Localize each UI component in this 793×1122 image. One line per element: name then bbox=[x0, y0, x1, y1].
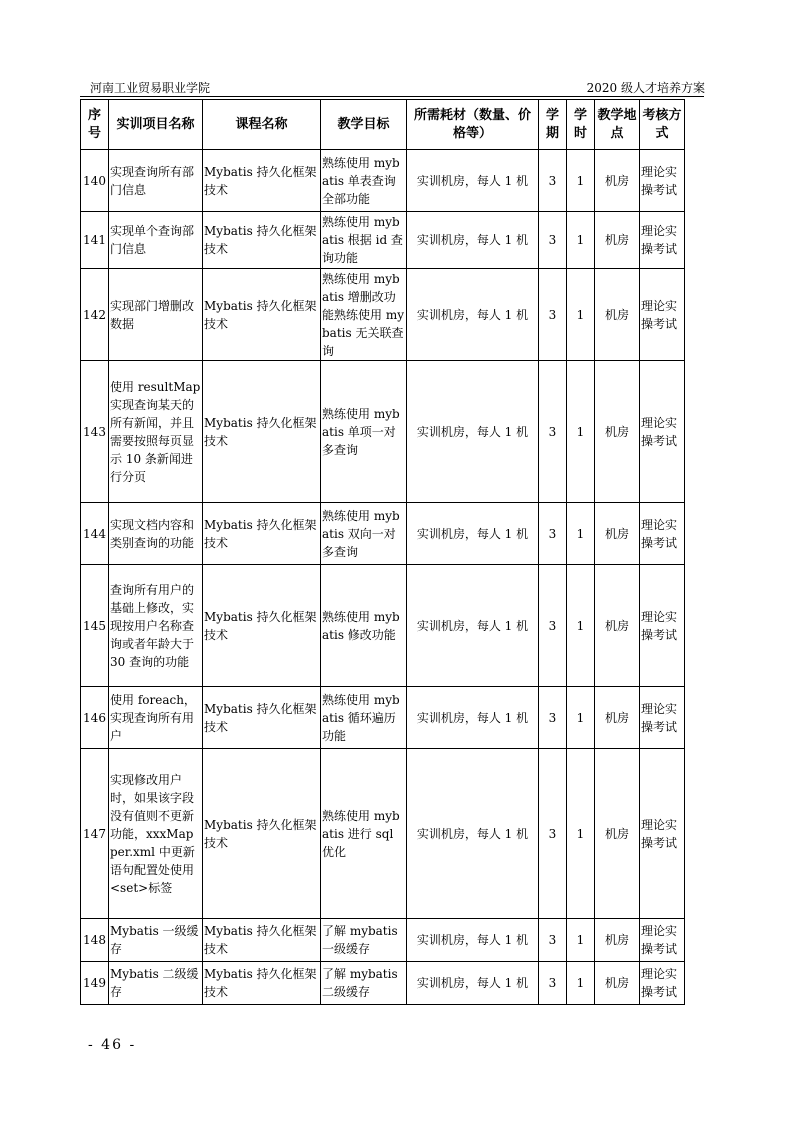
table-row bbox=[81, 749, 685, 919]
cell-no: 145 bbox=[81, 565, 109, 687]
cell-place: 机房 bbox=[595, 269, 640, 361]
cell-exam: 理论实操考试 bbox=[640, 361, 685, 503]
cell-materials: 实训机房，每人 1 机 bbox=[407, 212, 539, 269]
cell-no: 143 bbox=[81, 361, 109, 503]
cell-hours: 1 bbox=[567, 503, 595, 565]
table-row bbox=[81, 150, 685, 212]
cell-place: 机房 bbox=[595, 749, 640, 919]
cell-goal: 熟练使用 mybatis 单表查询全部功能 bbox=[321, 150, 407, 212]
table-row bbox=[81, 212, 685, 269]
cell-project: 实现文档内容和类别查询的功能 bbox=[109, 503, 203, 565]
cell-course: Mybatis 持久化框架技术 bbox=[203, 212, 321, 269]
cell-place: 机房 bbox=[595, 919, 640, 962]
cell-materials: 实训机房，每人 1 机 bbox=[407, 361, 539, 503]
cell-project: 使用 foreach，实现查询所有用户 bbox=[109, 687, 203, 749]
header-rule bbox=[80, 96, 704, 97]
table-row bbox=[81, 962, 685, 1005]
cell-goal: 熟练使用 mybatis 修改功能 bbox=[321, 565, 407, 687]
training-table bbox=[80, 99, 685, 1005]
cell-term: 3 bbox=[539, 212, 567, 269]
cell-term: 3 bbox=[539, 565, 567, 687]
cell-materials: 实训机房，每人 1 机 bbox=[407, 962, 539, 1005]
table-row bbox=[81, 361, 685, 503]
col-header-project: 实训项目名称 bbox=[109, 100, 203, 150]
cell-exam: 理论实操考试 bbox=[640, 150, 685, 212]
cell-no: 144 bbox=[81, 503, 109, 565]
cell-project: Mybatis 一级缓存 bbox=[109, 919, 203, 962]
cell-no: 149 bbox=[81, 962, 109, 1005]
cell-term: 3 bbox=[539, 962, 567, 1005]
col-header-course: 课程名称 bbox=[203, 100, 321, 150]
cell-place: 机房 bbox=[595, 212, 640, 269]
cell-goal: 熟练使用 mybatis 根据 id 查询功能 bbox=[321, 212, 407, 269]
cell-goal: 熟练使用 mybatis 循环遍历功能 bbox=[321, 687, 407, 749]
table-row bbox=[81, 565, 685, 687]
cell-exam: 理论实操考试 bbox=[640, 503, 685, 565]
cell-hours: 1 bbox=[567, 919, 595, 962]
cell-hours: 1 bbox=[567, 687, 595, 749]
cell-project: Mybatis 二级缓存 bbox=[109, 962, 203, 1005]
cell-materials: 实训机房，每人 1 机 bbox=[407, 503, 539, 565]
cell-materials: 实训机房，每人 1 机 bbox=[407, 687, 539, 749]
cell-materials: 实训机房，每人 1 机 bbox=[407, 919, 539, 962]
cell-no: 148 bbox=[81, 919, 109, 962]
cell-term: 3 bbox=[539, 361, 567, 503]
header-school-name: 河南工业贸易职业学院 bbox=[90, 81, 211, 95]
cell-no: 141 bbox=[81, 212, 109, 269]
cell-place: 机房 bbox=[595, 565, 640, 687]
cell-hours: 1 bbox=[567, 565, 595, 687]
cell-place: 机房 bbox=[595, 687, 640, 749]
cell-no: 146 bbox=[81, 687, 109, 749]
cell-no: 147 bbox=[81, 749, 109, 919]
cell-course: Mybatis 持久化框架技术 bbox=[203, 565, 321, 687]
cell-exam: 理论实操考试 bbox=[640, 269, 685, 361]
cell-place: 机房 bbox=[595, 361, 640, 503]
cell-place: 机房 bbox=[595, 150, 640, 212]
cell-exam: 理论实操考试 bbox=[640, 212, 685, 269]
cell-place: 机房 bbox=[595, 962, 640, 1005]
cell-term: 3 bbox=[539, 269, 567, 361]
cell-exam: 理论实操考试 bbox=[640, 919, 685, 962]
cell-project: 实现单个查询部门信息 bbox=[109, 212, 203, 269]
col-header-goal: 教学目标 bbox=[321, 100, 407, 150]
cell-course: Mybatis 持久化框架技术 bbox=[203, 361, 321, 503]
table-row bbox=[81, 919, 685, 962]
cell-term: 3 bbox=[539, 749, 567, 919]
col-header-hours: 学时 bbox=[567, 100, 595, 150]
page-number: - 46 - bbox=[88, 1037, 137, 1053]
cell-exam: 理论实操考试 bbox=[640, 962, 685, 1005]
cell-materials: 实训机房，每人 1 机 bbox=[407, 150, 539, 212]
cell-goal: 了解 mybatis 二级缓存 bbox=[321, 962, 407, 1005]
cell-goal: 熟练使用 mybatis 双向一对多查询 bbox=[321, 503, 407, 565]
cell-course: Mybatis 持久化框架技术 bbox=[203, 269, 321, 361]
table-row bbox=[81, 269, 685, 361]
cell-hours: 1 bbox=[567, 150, 595, 212]
cell-exam: 理论实操考试 bbox=[640, 687, 685, 749]
col-header-materials: 所需耗材（数量、价格等） bbox=[407, 100, 539, 150]
cell-project: 实现查询所有部门信息 bbox=[109, 150, 203, 212]
table-header-row bbox=[81, 100, 685, 150]
cell-goal: 熟练使用 mybatis 单项一对多查询 bbox=[321, 361, 407, 503]
cell-project: 使用 resultMap 实现查询某天的所有新闻，并且需要按照每页显示 10 条新闻进行分页 bbox=[109, 361, 203, 503]
cell-course: Mybatis 持久化框架技术 bbox=[203, 150, 321, 212]
cell-exam: 理论实操考试 bbox=[640, 749, 685, 919]
cell-exam: 理论实操考试 bbox=[640, 565, 685, 687]
cell-term: 3 bbox=[539, 150, 567, 212]
cell-course: Mybatis 持久化框架技术 bbox=[203, 962, 321, 1005]
cell-materials: 实训机房，每人 1 机 bbox=[407, 269, 539, 361]
col-header-term: 学期 bbox=[539, 100, 567, 150]
cell-project: 实现部门增删改数据 bbox=[109, 269, 203, 361]
cell-goal: 熟练使用 mybatis 增删改功能熟练使用 mybatis 无关联查询 bbox=[321, 269, 407, 361]
cell-hours: 1 bbox=[567, 962, 595, 1005]
cell-course: Mybatis 持久化框架技术 bbox=[203, 503, 321, 565]
cell-materials: 实训机房，每人 1 机 bbox=[407, 749, 539, 919]
table-row bbox=[81, 503, 685, 565]
col-header-exam: 考核方式 bbox=[640, 100, 685, 150]
cell-term: 3 bbox=[539, 919, 567, 962]
cell-project: 实现修改用户时，如果该字段没有值则不更新功能，xxxMapper.xml 中更新语句配置处使用<set>标签 bbox=[109, 749, 203, 919]
header-plan-title: 2020 级人才培养方案 bbox=[586, 81, 705, 95]
cell-hours: 1 bbox=[567, 269, 595, 361]
cell-term: 3 bbox=[539, 503, 567, 565]
cell-course: Mybatis 持久化框架技术 bbox=[203, 749, 321, 919]
col-header-no: 序号 bbox=[81, 100, 109, 150]
cell-course: Mybatis 持久化框架技术 bbox=[203, 919, 321, 962]
cell-goal: 了解 mybatis 一级缓存 bbox=[321, 919, 407, 962]
cell-hours: 1 bbox=[567, 212, 595, 269]
cell-no: 140 bbox=[81, 150, 109, 212]
cell-goal: 熟练使用 mybatis 进行 sql 优化 bbox=[321, 749, 407, 919]
cell-term: 3 bbox=[539, 687, 567, 749]
col-header-place: 教学地点 bbox=[595, 100, 640, 150]
cell-project: 查询所有用户的基础上修改，实现按用户名称查询或者年龄大于 30 查询的功能 bbox=[109, 565, 203, 687]
table-row bbox=[81, 687, 685, 749]
cell-hours: 1 bbox=[567, 361, 595, 503]
table-body bbox=[81, 150, 685, 1005]
cell-course: Mybatis 持久化框架技术 bbox=[203, 687, 321, 749]
cell-materials: 实训机房，每人 1 机 bbox=[407, 565, 539, 687]
cell-hours: 1 bbox=[567, 749, 595, 919]
cell-place: 机房 bbox=[595, 503, 640, 565]
cell-no: 142 bbox=[81, 269, 109, 361]
